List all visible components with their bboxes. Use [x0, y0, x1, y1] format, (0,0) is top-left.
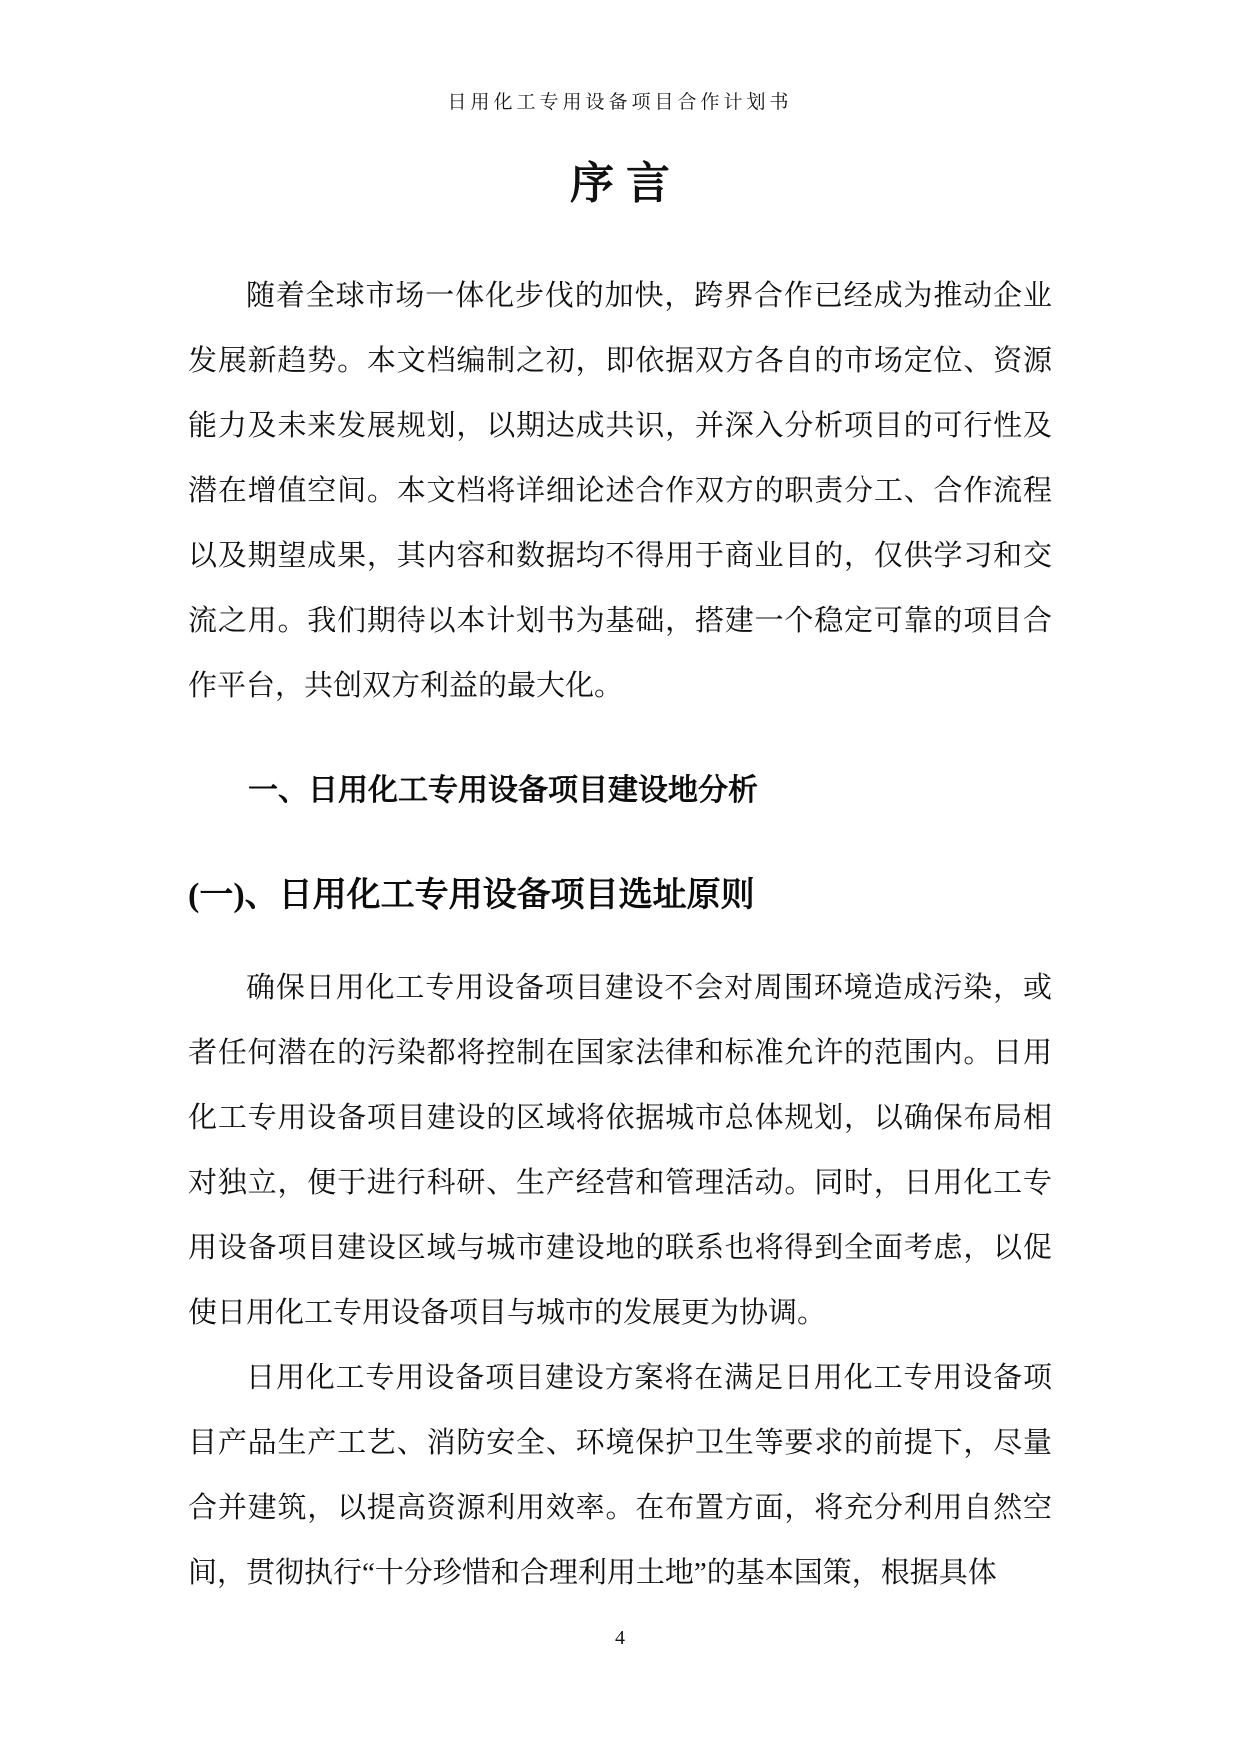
section-heading-1: 一、日用化工专用设备项目建设地分析 [248, 774, 758, 807]
page-content [0, 159, 1240, 1650]
subsection-paragraph-2: 日用化工专用设备项目建设方案将在满足日用化工专用设备项目产品生产工艺、消防安全、环境保护卫生等要求的前提下，尽量合并建筑，以提高资源利用效率。在布置方面，将充分利用自然空间，贯彻执行“十分珍惜和合理利用土地”的基本国策，根据具体 [188, 1362, 1052, 1589]
subsection-heading-1-1: (一)、日用化工专用设备项目选址原则 [188, 877, 755, 914]
page-number: 4 [615, 1627, 625, 1649]
subsection-paragraph-1: 确保日用化工专用设备项目建设不会对周围环境造成污染，或者任何潜在的污染都将控制在国家法律和标准允许的范围内。日用化工专用设备项目建设的区域将依据城市总体规划，以确保布局相对独立，便于进行科研、生产经营和管理活动。同时，日用化工专用设备项目建设区域与城市建设地的联系也将得到全面考虑，以促使日用化工专用设备项目与城市的发展更为协调。 [188, 972, 1052, 1329]
page-header: 日用化工专用设备项目合作计划书 [447, 92, 793, 113]
document-title: 序言 [570, 159, 682, 208]
intro-paragraph: 随着全球市场一体化步伐的加快，跨界合作已经成为推动企业发展新趋势。本文档编制之初，即依据双方各自的市场定位、资源能力及未来发展规划，以期达成共识，并深入分析项目的可行性及潜在增值空间。本文档将详细论述合作双方的职责分工、合作流程以及期望成果，其内容和数据均不得用于商业目的，仅供学习和交流之用。我们期待以本计划书为基础，搭建一个稳定可靠的项目合作平台，共创双方利益的最大化。 [188, 280, 1052, 702]
